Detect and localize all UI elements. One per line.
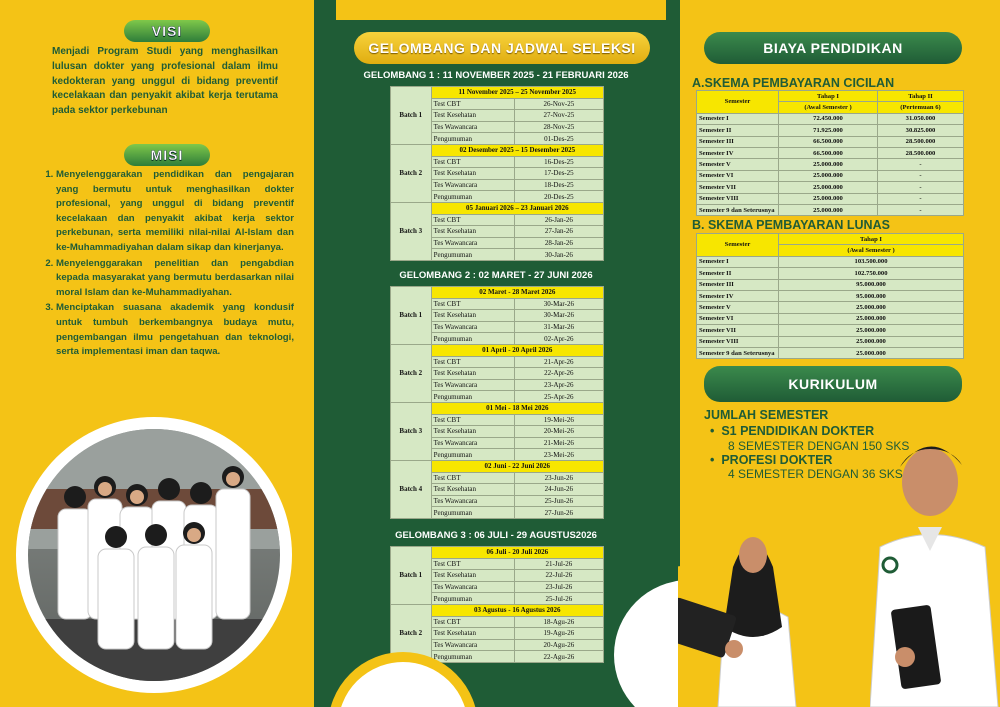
table-row bbox=[697, 256, 964, 267]
amount-cell: 25.000.000 bbox=[779, 347, 964, 358]
table-header-row bbox=[697, 234, 964, 245]
amount-cell: 31.050.000 bbox=[878, 113, 964, 124]
batch-period: 01 April - 20 April 2026 bbox=[431, 344, 603, 356]
activity-cell: Test Kesehatan bbox=[431, 226, 514, 238]
table-row bbox=[391, 87, 604, 99]
semester-cell: Semester III bbox=[697, 136, 779, 147]
date-cell: 19-Agu-26 bbox=[514, 628, 603, 640]
semester-cell: Semester I bbox=[697, 113, 779, 124]
table-row bbox=[391, 144, 604, 156]
activity-cell: Pengumuman bbox=[431, 249, 514, 261]
date-cell: 23-Jun-26 bbox=[514, 472, 603, 484]
activity-cell: Test Kesehatan bbox=[431, 484, 514, 496]
activity-cell: Tes Wawancara bbox=[431, 321, 514, 333]
batch-period: 02 Maret - 28 Maret 2026 bbox=[431, 287, 603, 299]
wave-1-label: GELOMBANG 1 : 11 NOVEMBER 2025 - 21 FEBRUARI 2026 bbox=[363, 70, 629, 81]
semester-cell: Semester I bbox=[697, 256, 779, 267]
table-row bbox=[697, 268, 964, 279]
activity-cell: Test CBT bbox=[431, 558, 514, 570]
table-row bbox=[697, 313, 964, 324]
date-cell: 21-Mei-26 bbox=[514, 437, 603, 449]
activity-cell: Pengumuman bbox=[431, 449, 514, 461]
date-cell: 19-Mei-26 bbox=[514, 414, 603, 426]
top-bar bbox=[336, 0, 666, 20]
activity-cell: Tes Wawancara bbox=[431, 379, 514, 391]
activity-cell: Test Kesehatan bbox=[431, 426, 514, 438]
date-cell: 28-Jan-26 bbox=[514, 237, 603, 249]
activity-cell: Test CBT bbox=[431, 472, 514, 484]
biaya-title: BIAYA PENDIDIKAN bbox=[704, 32, 962, 64]
semester-cell: Semester II bbox=[697, 125, 779, 136]
activity-cell: Test CBT bbox=[431, 414, 514, 426]
table-row bbox=[697, 336, 964, 347]
date-cell: 31-Mar-26 bbox=[514, 321, 603, 333]
date-cell: 23-Apr-26 bbox=[514, 379, 603, 391]
table-row bbox=[391, 460, 604, 472]
curriculum-name-text: PROFESI DOKTER bbox=[721, 453, 833, 467]
date-cell: 30-Mar-26 bbox=[514, 298, 603, 310]
date-cell: 27-Jun-26 bbox=[514, 507, 603, 519]
date-cell: 27-Jan-26 bbox=[514, 226, 603, 238]
lunas-title: B. SKEMA PEMBAYARAN LUNAS bbox=[692, 218, 890, 232]
table-row bbox=[391, 402, 604, 414]
amount-cell: 25.000.000 bbox=[779, 325, 964, 336]
table-row bbox=[697, 193, 964, 204]
activity-cell: Test Kesehatan bbox=[431, 628, 514, 640]
misi-list bbox=[46, 168, 294, 361]
activity-cell: Test CBT bbox=[431, 298, 514, 310]
wave-3-table bbox=[390, 546, 604, 663]
table-row bbox=[697, 302, 964, 313]
kurikulum-title: KURIKULUM bbox=[704, 366, 962, 402]
wave-3-label: GELOMBANG 3 : 06 JULI - 29 AGUSTUS2026 bbox=[395, 530, 597, 541]
table-row bbox=[697, 204, 964, 215]
table-row bbox=[697, 290, 964, 301]
amount-cell: 103.500.000 bbox=[779, 256, 964, 267]
batch-label: Batch 1 bbox=[391, 87, 432, 145]
amount-cell: 72.450.000 bbox=[779, 113, 878, 124]
semester-cell: Semester VI bbox=[697, 170, 779, 181]
batch-period: 03 Agustus - 16 Agustus 2026 bbox=[431, 604, 603, 616]
semester-cell: Semester 9 dan Seterusnya bbox=[697, 204, 779, 215]
table-row bbox=[697, 113, 964, 124]
semester-cell: Semester IV bbox=[697, 290, 779, 301]
visi-text: Menjadi Program Studi yang menghasilkan lulusan dokter yang profesional dalam ilmu kedokteran yang unggul di bidang preventif kecelakaan dan penyakit akibat kerja terutama pada sektor perkebunan bbox=[52, 46, 278, 117]
batch-label: Batch 1 bbox=[391, 547, 432, 605]
misi-item: 2. Menyelenggarakan penelitian dan pengabdian kepada masyarakat yang bermutu berdasarkan nilai moral Islam dan ke-Muhammadiyahan. bbox=[56, 257, 294, 301]
date-cell: 30-Jan-26 bbox=[514, 249, 603, 261]
table-row bbox=[697, 125, 964, 136]
date-cell: 30-Mar-26 bbox=[514, 310, 603, 322]
activity-cell: Test CBT bbox=[431, 156, 514, 168]
activity-cell: Test Kesehatan bbox=[431, 310, 514, 322]
batch-label: Batch 4 bbox=[391, 460, 432, 518]
amount-cell: 25.000.000 bbox=[779, 204, 878, 215]
activity-cell: Tes Wawancara bbox=[431, 121, 514, 133]
col-tahap1: Tahap I bbox=[779, 91, 878, 102]
semester-cell: Semester VIII bbox=[697, 193, 779, 204]
table-row bbox=[391, 202, 604, 214]
semester-cell: Semester VI bbox=[697, 313, 779, 324]
activity-cell: Pengumuman bbox=[431, 593, 514, 605]
semester-cell: Semester V bbox=[697, 159, 779, 170]
batch-period: 06 Juli - 20 Juli 2026 bbox=[431, 547, 603, 559]
batch-label: Batch 2 bbox=[391, 344, 432, 402]
activity-cell: Test Kesehatan bbox=[431, 110, 514, 122]
curriculum-item-detail: 4 SEMESTER DENGAN 36 SKS bbox=[728, 467, 903, 481]
amount-cell: 25.000.000 bbox=[779, 302, 964, 313]
amount-cell: 66.500.000 bbox=[779, 136, 878, 147]
curriculum-item-name: • S1 PENDIDIKAN DOKTER bbox=[710, 424, 875, 438]
date-cell: 02-Apr-26 bbox=[514, 333, 603, 345]
batch-label: Batch 2 bbox=[391, 144, 432, 202]
batch-label: Batch 3 bbox=[391, 402, 432, 460]
date-cell: 23-Jul-26 bbox=[514, 581, 603, 593]
table-row bbox=[391, 604, 604, 616]
activity-cell: Test CBT bbox=[431, 214, 514, 226]
misi-item: 3. Menciptakan suasana akademik yang kondusif untuk tumbuh berkembangnya budaya mutu, pengembangan ilmu pengetahuan dan teknologi, serta implementasi iman dan taqwa. bbox=[56, 301, 294, 359]
date-cell: 23-Mei-26 bbox=[514, 449, 603, 461]
lunas-table bbox=[696, 233, 964, 359]
table-row bbox=[391, 287, 604, 299]
batch-period: 02 Juni - 22 Juni 2026 bbox=[431, 460, 603, 472]
activity-cell: Tes Wawancara bbox=[431, 237, 514, 249]
col-tahap2-sub: (Pertemuan 6) bbox=[878, 102, 964, 113]
table-row bbox=[697, 136, 964, 147]
activity-cell: Pengumuman bbox=[431, 133, 514, 145]
activity-cell: Test CBT bbox=[431, 98, 514, 110]
table-row bbox=[697, 182, 964, 193]
table-header-row bbox=[697, 91, 964, 102]
amount-cell: 102.750.000 bbox=[779, 268, 964, 279]
curriculum-item-name: • PROFESI DOKTER bbox=[710, 453, 833, 467]
wave-2-table bbox=[390, 286, 604, 519]
activity-cell: Pengumuman bbox=[431, 391, 514, 403]
amount-cell: 28.500.000 bbox=[878, 147, 964, 158]
date-cell: 22-Apr-26 bbox=[514, 368, 603, 380]
date-cell: 18-Des-25 bbox=[514, 179, 603, 191]
curriculum-name-text: S1 PENDIDIKAN DOKTER bbox=[721, 424, 875, 438]
cicilan-title: A.SKEMA PEMBAYARAN CICILAN bbox=[692, 76, 895, 90]
curriculum-item-detail: 8 SEMESTER DENGAN 150 SKS bbox=[728, 439, 910, 453]
amount-cell: 95.000.000 bbox=[779, 279, 964, 290]
misi-title: MISI bbox=[124, 144, 210, 166]
semester-cell: Semester VII bbox=[697, 182, 779, 193]
date-cell: 18-Agu-26 bbox=[514, 616, 603, 628]
semester-cell: Semester III bbox=[697, 279, 779, 290]
visi-title: VISI bbox=[124, 20, 210, 42]
amount-cell: - bbox=[878, 170, 964, 181]
semester-cell: Semester 9 dan Seterusnya bbox=[697, 347, 779, 358]
col-tahap1-sub: (Awal Semester ) bbox=[779, 245, 964, 256]
table-row bbox=[697, 325, 964, 336]
amount-cell: 25.000.000 bbox=[779, 159, 878, 170]
date-cell: 16-Des-25 bbox=[514, 156, 603, 168]
amount-cell: - bbox=[878, 182, 964, 193]
col-semester: Semester bbox=[697, 234, 779, 257]
amount-cell: 25.000.000 bbox=[779, 313, 964, 324]
table-row bbox=[697, 147, 964, 158]
semester-cell: Semester IV bbox=[697, 147, 779, 158]
amount-cell: 95.000.000 bbox=[779, 290, 964, 301]
semester-cell: Semester VII bbox=[697, 325, 779, 336]
decorative-circle bbox=[614, 580, 678, 707]
cicilan-table bbox=[696, 90, 964, 216]
date-cell: 25-Jul-26 bbox=[514, 593, 603, 605]
right-panel bbox=[678, 0, 1000, 707]
date-cell: 28-Nov-25 bbox=[514, 121, 603, 133]
col-semester: Semester bbox=[697, 91, 779, 114]
table-row bbox=[391, 547, 604, 559]
amount-cell: 25.000.000 bbox=[779, 336, 964, 347]
activity-cell: Test Kesehatan bbox=[431, 368, 514, 380]
semester-cell: Semester VIII bbox=[697, 336, 779, 347]
date-cell: 17-Des-25 bbox=[514, 168, 603, 180]
activity-cell: Tes Wawancara bbox=[431, 495, 514, 507]
activity-cell: Test CBT bbox=[431, 356, 514, 368]
table-row bbox=[697, 159, 964, 170]
date-cell: 22-Jul-26 bbox=[514, 570, 603, 582]
batch-label: Batch 1 bbox=[391, 287, 432, 345]
semester-cell: Semester V bbox=[697, 302, 779, 313]
misi-item: 1. Menyelenggarakan pendidikan dan pengajaran yang bermutu untuk menghasilkan dokter profesional, yang unggul di bidang preventif kecelakaan dan penyakit akibat kerja sektor perkebunan, serta memiliki nilai-nilai Al-Islam dan ke-Muhammadiyahan dalam sikap dan kinerjanya. bbox=[56, 168, 294, 256]
date-cell: 20-Des-25 bbox=[514, 191, 603, 203]
date-cell: 26-Nov-25 bbox=[514, 98, 603, 110]
amount-cell: 71.925.000 bbox=[779, 125, 878, 136]
date-cell: 25-Jun-26 bbox=[514, 495, 603, 507]
activity-cell: Tes Wawancara bbox=[431, 581, 514, 593]
amount-cell: 25.000.000 bbox=[779, 182, 878, 193]
activity-cell: Pengumuman bbox=[431, 191, 514, 203]
activity-cell: Pengumuman bbox=[431, 507, 514, 519]
date-cell: 20-Mei-26 bbox=[514, 426, 603, 438]
table-row bbox=[697, 170, 964, 181]
date-cell: 01-Des-25 bbox=[514, 133, 603, 145]
date-cell: 26-Jan-26 bbox=[514, 214, 603, 226]
col-tahap1: Tahap I bbox=[779, 234, 964, 245]
semester-cell: Semester II bbox=[697, 268, 779, 279]
amount-cell: 25.000.000 bbox=[779, 193, 878, 204]
wave-2-label: GELOMBANG 2 : 02 MARET - 27 JUNI 2026 bbox=[399, 270, 593, 281]
activity-cell: Pengumuman bbox=[431, 651, 514, 663]
activity-cell: Tes Wawancara bbox=[431, 179, 514, 191]
date-cell: 21-Apr-26 bbox=[514, 356, 603, 368]
table-row bbox=[697, 347, 964, 358]
date-cell: 22-Agu-26 bbox=[514, 651, 603, 663]
activity-cell: Pengumuman bbox=[431, 333, 514, 345]
activity-cell: Tes Wawancara bbox=[431, 437, 514, 449]
batch-label: Batch 2 bbox=[391, 604, 432, 662]
activity-cell: Test Kesehatan bbox=[431, 168, 514, 180]
table-row bbox=[697, 279, 964, 290]
activity-cell: Tes Wawancara bbox=[431, 639, 514, 651]
jadwal-title: GELOMBANG DAN JADWAL SELEKSI bbox=[354, 32, 650, 64]
male-student-figure bbox=[870, 427, 1000, 707]
date-cell: 27-Nov-25 bbox=[514, 110, 603, 122]
wave-1-table bbox=[390, 86, 604, 261]
batch-period: 01 Mei - 18 Mei 2026 bbox=[431, 402, 603, 414]
amount-cell: 25.000.000 bbox=[779, 170, 878, 181]
table-row bbox=[391, 344, 604, 356]
amount-cell: 28.500.000 bbox=[878, 136, 964, 147]
amount-cell: - bbox=[878, 204, 964, 215]
amount-cell: 66.500.000 bbox=[779, 147, 878, 158]
batch-period: 11 November 2025 – 25 November 2025 bbox=[431, 87, 603, 99]
batch-period: 02 Desember 2025 – 15 Desember 2025 bbox=[431, 144, 603, 156]
date-cell: 21-Jul-26 bbox=[514, 558, 603, 570]
activity-cell: Test CBT bbox=[431, 616, 514, 628]
date-cell: 25-Apr-26 bbox=[514, 391, 603, 403]
col-tahap2: Tahap II bbox=[878, 91, 964, 102]
date-cell: 20-Agu-26 bbox=[514, 639, 603, 651]
batch-period: 05 Januari 2026 – 23 Januari 2026 bbox=[431, 202, 603, 214]
female-student-figure bbox=[678, 497, 828, 707]
activity-cell: Test Kesehatan bbox=[431, 570, 514, 582]
col-tahap1-sub: (Awal Semester ) bbox=[779, 102, 878, 113]
left-panel bbox=[0, 0, 314, 707]
batch-label: Batch 3 bbox=[391, 202, 432, 260]
date-cell: 24-Jun-26 bbox=[514, 484, 603, 496]
amount-cell: 30.825.000 bbox=[878, 125, 964, 136]
amount-cell: - bbox=[878, 193, 964, 204]
jumlah-semester: JUMLAH SEMESTER bbox=[704, 408, 829, 422]
middle-panel bbox=[314, 0, 678, 707]
amount-cell: - bbox=[878, 159, 964, 170]
students-group-photo bbox=[28, 429, 280, 681]
